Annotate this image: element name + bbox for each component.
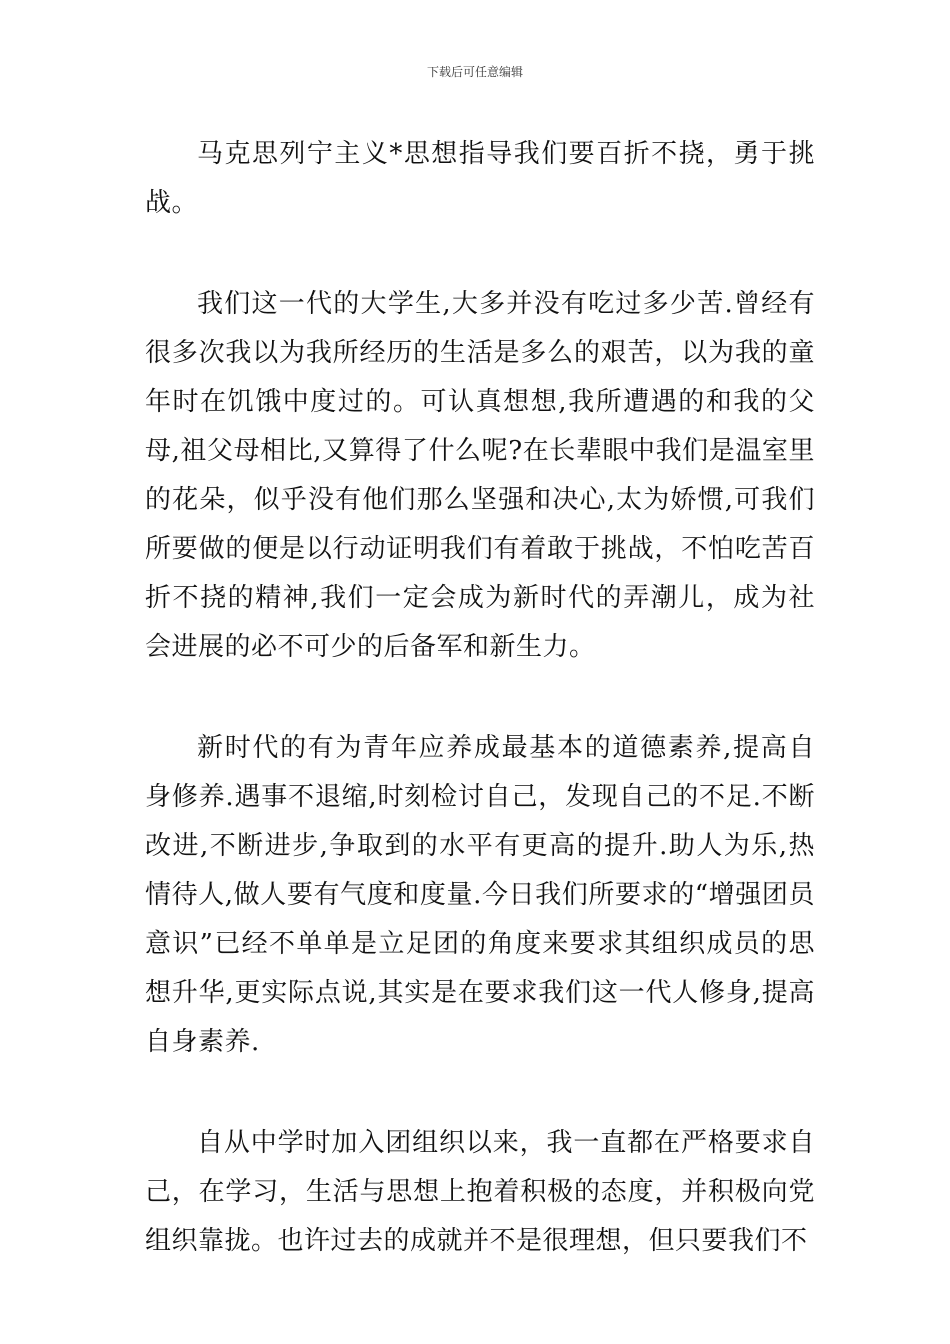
document-body <box>145 130 815 1318</box>
paragraph-2: 我们这一代的大学生,大多并没有吃过多少苦.曾经有很多次我以为我所经历的生活是多么的艰苦，以为我的童年时在饥饿中度过的。可认真想想,我所遭遇的和我的父母,祖父母相比,又算得了什么呢?在长辈眼中我们是温室里的花朵，似乎没有他们那么坚强和决心,太为娇惯,可我们所要做的便是以行动证明我们有着敢于挑战，不怕吃苦百折不挠的精神,我们一定会成为新时代的弄潮儿，成为社会进展的必不可少的后备军和新生力。 <box>145 289 815 662</box>
page-header: 下载后可任意编辑 <box>426 65 523 79</box>
paragraph-3: 新时代的有为青年应养成最基本的道德素养,提高自身修养.遇事不退缩,时刻检讨自己，发现自己的不足.不断改进,不断进步,争取到的水平有更高的提升.助人为乐,热情待人,做人要有气度和度量.今日我们所要求的“增强团员意识”已经不单单是立足团的角度来要求其组织成员的思想升华,更实际点说,其实是在要求我们这一代人修身,提高自身素养. <box>145 733 815 1057</box>
paragraph-4: 自从中学时加入团组织以来，我一直都在严格要求自己，在学习，生活与思想上抱着积极的态度，并积极向党组织靠拢。也许过去的成就并不是很理想，但只要我们不 <box>145 1128 815 1256</box>
paragraph-1: 马克思列宁主义*思想指导我们要百折不挠，勇于挑战。 <box>145 139 815 218</box>
